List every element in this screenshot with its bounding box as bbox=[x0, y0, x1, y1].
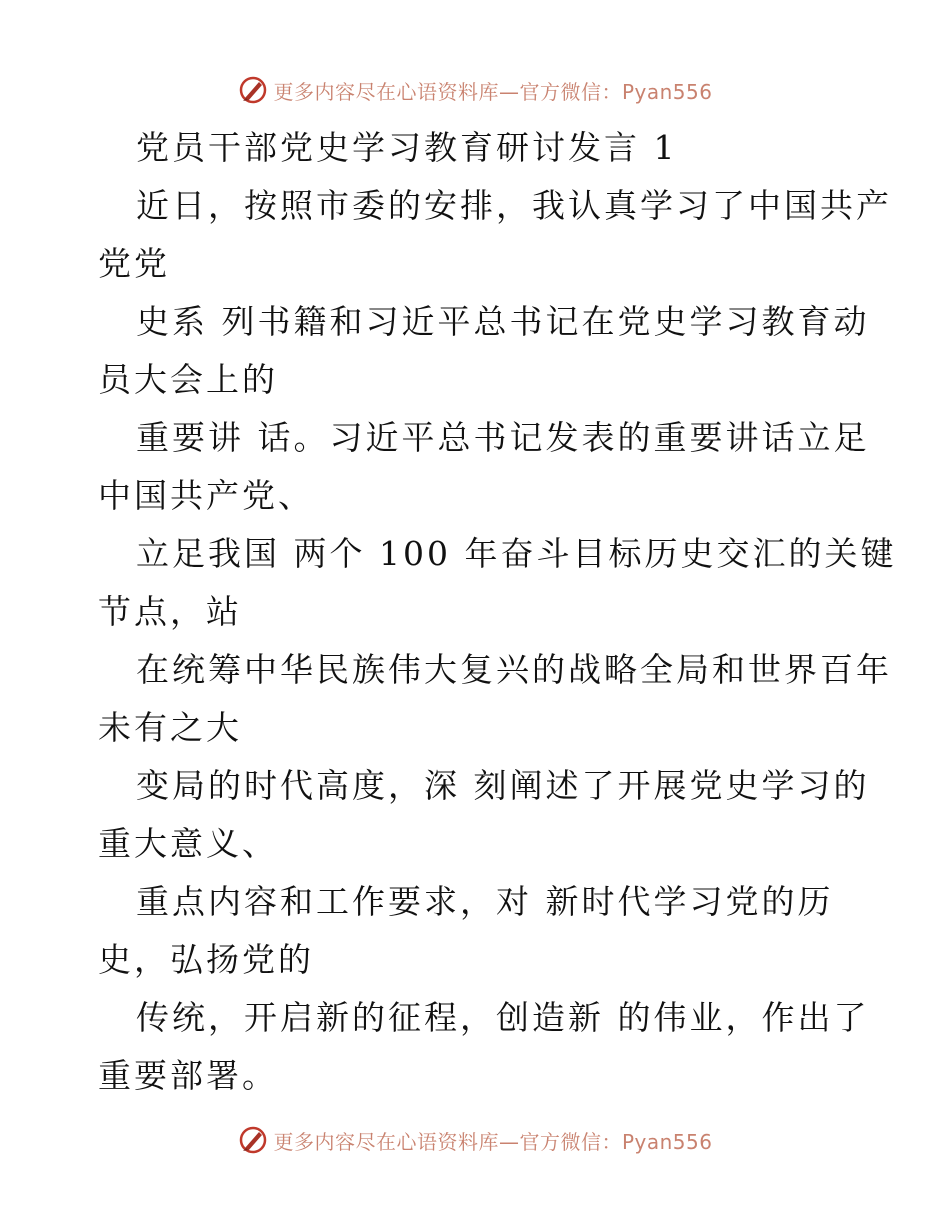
paragraph-line: 重要讲 话。习近平总书记发表的重要讲话立足 bbox=[136, 418, 870, 457]
paragraph-line: 近日，按照市委的安排，我认真学习了中国共产 bbox=[136, 186, 892, 225]
paragraph-line: 党党 bbox=[98, 244, 170, 283]
paragraph-line: 节点，站 bbox=[98, 592, 242, 631]
paragraph-line: 史系 列书籍和习近平总书记在党史学习教育动 bbox=[136, 302, 870, 341]
paragraph-line: 重大意义、 bbox=[98, 824, 278, 863]
paragraph-line: 立足我国 两个 100 年奋斗目标历史交汇的关键 bbox=[136, 534, 897, 573]
watermark-text: 更多内容尽在心语资料库—官方微信：Pyan556 bbox=[273, 1129, 713, 1154]
paragraph-line: 员大会上的 bbox=[98, 360, 278, 399]
paragraph-line: 中国共产党、 bbox=[98, 476, 314, 515]
document-title: 党员干部党史学习教育研讨发言 1 bbox=[136, 128, 678, 167]
pen-seal-icon bbox=[237, 74, 269, 106]
paragraph-line: 变局的时代高度，深 刻阐述了开展党史学习的 bbox=[136, 766, 870, 805]
paragraph-line: 未有之大 bbox=[98, 708, 242, 747]
footer-watermark bbox=[0, 1120, 950, 1160]
pen-seal-icon bbox=[237, 1124, 269, 1156]
paragraph-line: 重要部署。 bbox=[98, 1056, 278, 1095]
paragraph-line: 重点内容和工作要求，对 新时代学习党的历 bbox=[136, 882, 834, 921]
header-watermark bbox=[0, 70, 950, 110]
watermark-text: 更多内容尽在心语资料库—官方微信：Pyan556 bbox=[273, 79, 713, 104]
paragraph-line: 在统筹中华民族伟大复兴的战略全局和世界百年 bbox=[136, 650, 892, 689]
paragraph-line: 传统，开启新的征程，创造新 的伟业，作出了 bbox=[136, 998, 870, 1037]
paragraph-line: 史，弘扬党的 bbox=[98, 940, 314, 979]
